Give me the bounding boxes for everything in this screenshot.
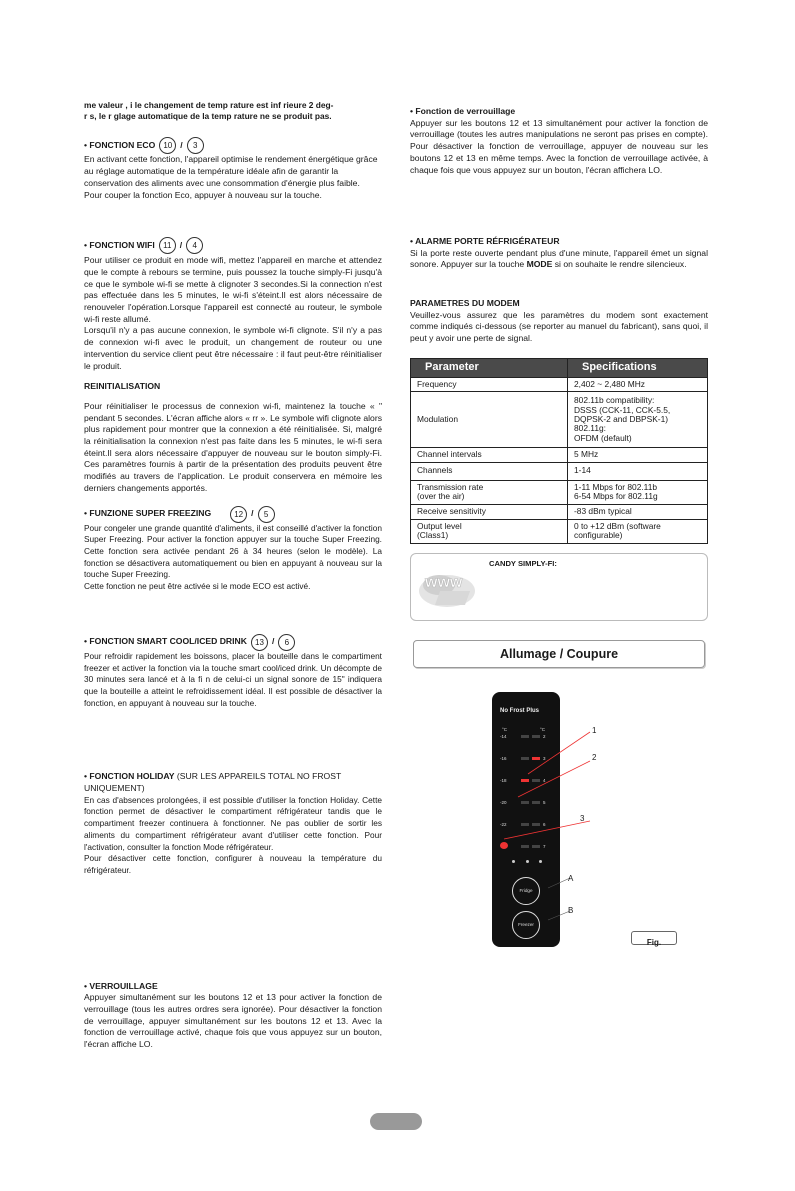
section-title-box	[413, 640, 705, 668]
table-cell: Channels	[411, 462, 568, 480]
superfreeze-title: • FUNZIONE SUPER FREEZING	[84, 508, 212, 519]
lock-body: Appuyer simultanément sur les boutons 12 et 13 pour activer la fonction de verrouillage (tous les autres ordres sera ignorée). Pour désactiver la fonction de verrouillage, appuyer simultanément sur les boutons 12 et 13. Avec la fonction de verrouillage activé, chaque fois que vous appuyez sur un bouton, l'écran affiche LO.	[84, 992, 382, 1050]
wifi-section	[84, 237, 382, 372]
slash: /	[271, 636, 275, 647]
callout-line-a	[548, 878, 570, 888]
candy-simplyfi-box	[410, 553, 708, 621]
eco-number-2: 3	[187, 137, 204, 154]
table-header-parameter: Parameter	[411, 359, 568, 378]
temp-right: 2	[543, 734, 546, 739]
intro-text: me valeur , i le changement de temp rature est inf rieure 2 deg- r s, le r glage automatique de la temp rature ne se produit pas.	[84, 100, 334, 122]
unit-right: °C	[540, 727, 546, 732]
temp-right: 3	[543, 756, 546, 761]
temp-right: 4	[543, 778, 546, 783]
temp-left: -16	[500, 756, 507, 761]
wifi-title: • FONCTION WIFI	[84, 239, 155, 250]
eco-section	[84, 137, 382, 201]
holiday-title: • FONCTION HOLIDAY	[84, 771, 175, 782]
superfreeze-section	[84, 506, 382, 593]
table-cell: 802.11b compatibility: DSSS (CCK-11, CCK-5.5, DQPSK-2 and DBPSK-1) 802.11g: OFDM (default)	[568, 392, 708, 448]
table-cell: 1-11 Mbps for 802.11b 6-54 Mbps for 802.11g	[568, 480, 708, 504]
reinit-body: Pour réinitialiser le processus de connexion wi-fi, maintenez la touche « " pendant 5 secondes. L'écran affiche alors « rr ». Le symbole wifi clignote alors plus rapidement pour montrer que la connexion a été réinitialisée. Si, malgré la réinitialisation la connexion n'est pas faite dans les 5 minutes, le wi-fi sera éteint.Il sera alors nécessaire d'appuyer de nouveau sur le bouton simply-Fi. Ces paramètres fournis à partir de la présentation des produits peuvent être modifiés au travers de l'application. Le produit conservera en mémoire les derniers changements apportés.	[84, 400, 382, 493]
holiday-heading	[84, 771, 382, 794]
door-alarm-text-b: si on souhaite le rendre silencieux.	[552, 259, 687, 270]
modem-spec-table	[410, 358, 708, 544]
table-row	[411, 448, 708, 463]
superfreeze-number-1: 12	[230, 506, 247, 523]
smartcool-title: • FONCTION SMART COOL/ICED DRINK	[84, 636, 247, 647]
wifi-number-1: 11	[159, 237, 176, 254]
lock-function-section	[410, 106, 708, 176]
svg-text:www: www	[425, 574, 463, 591]
slash: /	[180, 140, 183, 151]
table-row	[411, 392, 708, 448]
fig-label: Fig.	[646, 938, 662, 947]
reinit-section	[84, 381, 382, 494]
section-title: Allumage / Coupure	[499, 647, 619, 661]
smartcool-section	[84, 634, 382, 710]
callout-1: 1	[592, 726, 597, 735]
lock-function-body: Appuyer sur les boutons 12 et 13 simultanément pour activer la fonction de verrouillage (toutes les autres manipulations ne seront pas prises en compte). Pour désactiver la fonction de verrouillage, appuyer de nouveau sur les boutons 12 et 13 en même temps. Avec la fonction de verrouillage activée, à chaque fois que vous appuyez sur un bouton, l'écran affichera LO.	[410, 117, 708, 175]
page-number-pill	[370, 1113, 422, 1130]
wifi-number-2: 4	[186, 237, 203, 254]
eco-body: En activant cette fonction, l'appareil optimise le rendement énergétique grâce au réglage automatique de la température idéale afin de garantir la conservation des aliments avec une consommation d'énergie plus faible. Pour couper la fonction Eco, appuyer à nouveau sur la touche.	[84, 154, 378, 200]
superfreeze-number-2: 5	[258, 506, 275, 523]
callout-line-1	[528, 732, 590, 774]
temp-left: -18	[500, 778, 507, 783]
superfreeze-body: Pour congeler une grande quantité d'aliments, il est conseillé d'activer la fonction Super Freezing. Pour activer la fonction appuyer sur la touche Super Freezing. Cette fonction sera activée pendant 26 à 34 heures (selon le modèle). La fonction se désactivera automatiquement ou bien en appuyant à nouveau sur la touche Super Freezing. Cette fonction ne peut être activée si le mode ECO est activé.	[84, 522, 382, 592]
eco-title: • FONCTION ECO	[84, 140, 156, 151]
table-cell: Channel intervals	[411, 448, 568, 463]
table-cell: Frequency	[411, 377, 568, 392]
table-cell: 1-14	[568, 462, 708, 480]
lock-title: • VERROUILLAGE	[84, 980, 158, 991]
temp-left: -22	[500, 822, 507, 827]
smartcool-number-2: 6	[278, 634, 295, 651]
door-alarm-section	[410, 236, 708, 271]
callout-3: 3	[580, 814, 585, 823]
temp-left: -20	[500, 800, 507, 805]
lock-section	[84, 981, 382, 1051]
reinit-title: REINITIALISATION	[84, 381, 161, 392]
fridge-button-label: Fridge	[519, 888, 533, 893]
slash: /	[179, 239, 183, 250]
holiday-body: En cas d'absences prolongées, il est possible d'utiliser la fonction Holiday. Cette fonction permet de désactiver le compartiment réfrigérateur tandis que le compartiment freezer continuera à fonctionner. Ne pas oublier de sortir les aliments du compartiment réfrigérateur avant d'utiliser cette fonction. Pour l'activation, consulter la fonction Mode réfrigérateur. Pour désactiver cette fonction, configurer à nouveau la température du réfrigérateur.	[84, 794, 382, 875]
wifi-body: Pour utiliser ce produit en mode wifi, mettez l'appareil en marche et attendez que le compte à rebours se termine, puis poussez la touche simply-Fi jusqu'à ce que le symbole wi-fi se mette à clignoter 3 secondes.Si la connection n'est pas effectuée dans les 5 minutes, le wi-fi s'éteint.Il est alors nécessaire de renouveler l'opération.Lorsque l'appareil est connecté au routeur, le symbole wi-fi reste allumé. Lorsqu'il n'y a pas aucune connexion, le symbole wi-fi clignote. S'il n'y a pas de connexion wi-fi avec le produit, un changement de routeur ou une intervention du service client peut être nécessaire : il faut peut-être réinitialiser le produit.	[84, 255, 382, 371]
smartcool-body: Pour refroidir rapidement les boissons, placer la bouteille dans le compartiment freezer et activer la fonction via la touche smart cool/iced drink. Un décompte de 30 minutes sera lancé et à la fi n de celui-ci un signal sonore de 15" indiquera que la bouteille a atteint le refroidissement idéal. Il est possible de désactiver la fonction, en appuyant à nouveau sur la touche.	[84, 650, 382, 708]
unit-left: °C	[502, 727, 508, 732]
callout-b: B	[568, 906, 574, 915]
lock-function-title: • Fonction de verrouillage	[410, 106, 516, 116]
door-alarm-body	[410, 248, 708, 271]
table-row	[411, 504, 708, 519]
mode-key-label: MODE	[526, 259, 553, 270]
table-cell: Output level (Class1)	[411, 519, 568, 543]
smartcool-number-1: 13	[251, 634, 268, 651]
door-alarm-text-a: Si la porte reste ouverte pendant plus d'une minute, l'appareil émet un signal sonore. Appuyer sur la touche	[410, 247, 708, 270]
callout-line-b	[548, 911, 570, 920]
slash: /	[251, 508, 254, 519]
door-alarm-title: • ALARME PORTE RÉFRIGÉRATEUR	[410, 236, 560, 246]
table-row	[411, 462, 708, 480]
callout-2: 2	[592, 753, 597, 762]
callout-line-3	[504, 821, 590, 839]
temp-right: 5	[543, 800, 546, 805]
table-cell: 5 MHz	[568, 448, 708, 463]
callout-a: A	[568, 874, 574, 883]
left-column	[84, 100, 382, 1051]
table-row	[411, 480, 708, 504]
freezer-button-label: Freezer	[518, 922, 534, 927]
temp-right: 6	[543, 822, 546, 827]
table-cell: Receive sensitivity	[411, 504, 568, 519]
table-cell: 0 to +12 dBm (software configurable)	[568, 519, 708, 543]
temp-right: 7	[543, 844, 546, 849]
table-header-specifications: Specifications	[568, 359, 708, 378]
modem-title: PARAMETRES DU MODEM	[410, 298, 520, 308]
modem-section	[410, 298, 708, 345]
candy-simplyfi-label: CANDY SIMPLY-FI:	[489, 559, 557, 568]
temp-left: -14	[500, 734, 507, 739]
fig-label-box	[631, 931, 677, 945]
table-cell: Transmission rate (over the air)	[411, 480, 568, 504]
table-header-row	[411, 359, 708, 378]
table-row	[411, 377, 708, 392]
eco-number-1: 10	[159, 137, 176, 154]
panel-brand: No Frost Plus	[500, 708, 540, 714]
callout-line-2	[518, 761, 590, 797]
holiday-section	[84, 771, 382, 876]
table-row	[411, 519, 708, 543]
holiday-title-rest: (SUR LES APPAREILS TOTAL NO FROST UNIQUEMENT)	[84, 771, 342, 794]
modem-body: Veuillez-vous assurez que les paramètres du modem sont exactement comme indiqués ci-dessous (se reporter au manuel du fabricant), sans quoi, il peut y avoir une perte de signal.	[410, 309, 708, 344]
table-cell: Modulation	[411, 392, 568, 448]
table-cell: 2,402 ~ 2,480 MHz	[568, 377, 708, 392]
wifi-logo-icon	[417, 561, 485, 611]
table-cell: -83 dBm typical	[568, 504, 708, 519]
callout-lines	[490, 725, 600, 925]
